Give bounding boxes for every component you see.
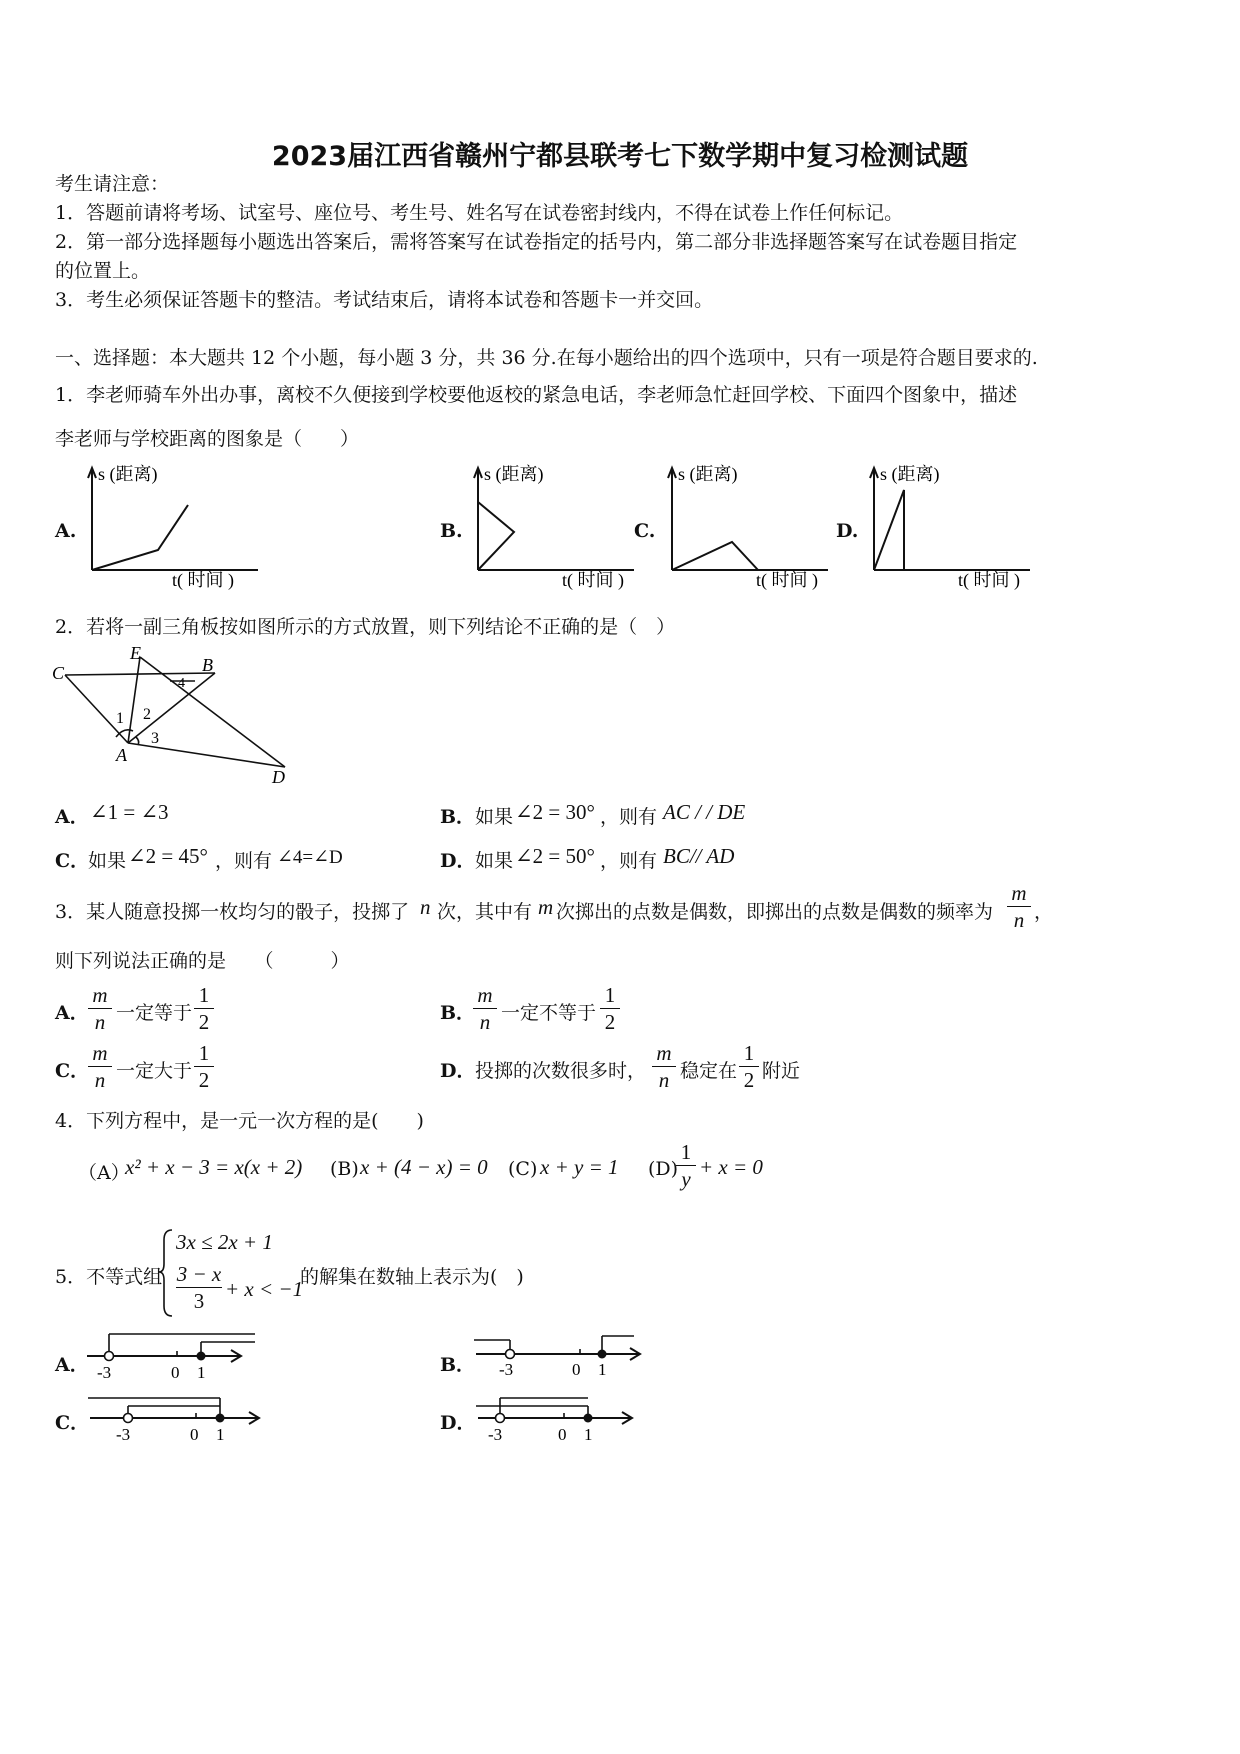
q3-option-c-text: 一定大于 [116,1060,193,1082]
q4-stem: 4．下列方程中，是一元一次方程的是( ) [55,1110,424,1132]
q4-option-d-rest: + x = 0 [699,1155,763,1179]
q5-frac-num: 3 − x [176,1262,222,1286]
q2-option-d-math2: BC// AD [663,844,735,868]
q5-inequality-2-frac [176,1263,222,1312]
q2-point-a: A [116,745,127,765]
q3-option-d-text1: 投掷的次数很多时， [475,1060,647,1082]
q3-option-d-label: D． [440,1060,476,1082]
q3-stem-part3: 次掷出的点数是偶数，即掷出的点数是偶数的频率为 [556,901,994,923]
q2-point-e: E [130,643,141,663]
q3-stem-comma: ， [1034,901,1054,923]
q3-option-b-mn [473,984,497,1033]
q3-option-d-text2: 稳定在 [680,1060,738,1082]
q3-a-m: m [92,983,108,1007]
q5d-tick-1: 1 [584,1425,593,1444]
q2-option-c-math: ∠2 = 45° [128,844,208,868]
q1-stem-line2: 李老师与学校距离的图象是（ ） [55,428,360,450]
q1a-ylabel: s (距离) [98,464,158,484]
q5c-tick-0: 0 [190,1425,199,1444]
q2-option-b-math2: AC / / DE [663,800,746,824]
q3-stem-part1: 3．某人随意投掷一枚均匀的骰子，投掷了 [55,901,410,923]
q2-option-b-label: B． [440,806,476,828]
q3-a-half-num: 1 [198,983,210,1007]
q3-c-n: n [94,1068,106,1092]
q5-option-c-label: C． [55,1412,90,1434]
q1a-xlabel: t( 时间 ) [172,570,234,590]
q2-option-b-text2: ，则有 [600,806,658,828]
q3-b-half-num: 1 [604,983,616,1007]
q4-option-a-label: （A） [78,1162,130,1184]
q5-option-a-label: A． [55,1354,89,1376]
q3-option-a-half [194,984,214,1033]
q5-option-d-label: D． [440,1412,476,1434]
q2-point-c: C [52,663,65,683]
q3-option-c-mn [88,1042,112,1091]
q2-stem: 2．若将一副三角板按如图所示的方式放置，则下列结论不正确的是（ ） [55,616,676,638]
q1-graph-c [660,460,840,595]
q2-option-d-math: ∠2 = 50° [515,844,595,868]
q1-stem-line1: 1．李老师骑车外出办事，离校不久便接到学校要他返校的紧急电话，李老师急忙赶回学校、下面四个图象中，描述 [55,384,1018,406]
q2-option-c-math2: ∠4=∠D [277,847,343,868]
q2-option-c-text1: 如果 [88,850,127,872]
q1-graph-d [862,460,1042,595]
q4-option-b-math: x + (4 − x) = 0 [360,1155,488,1179]
q3-b-half-den: 2 [604,1010,616,1034]
q4-option-d-frac [676,1141,696,1190]
q3-option-d-half [739,1042,759,1091]
q1b-xlabel: t( 时间 ) [562,570,624,590]
page-title: 2023届江西省赣州宁都县联考七下数学期中复习检测试题 [271,141,969,172]
q5a-tick-neg3: -3 [97,1363,112,1382]
q5-option-b-label: B． [440,1354,476,1376]
q3-stem-frac-den: n [1013,908,1025,932]
q1c-xlabel: t( 时间 ) [756,570,818,590]
q2-option-b-text1: 如果 [475,806,514,828]
q1b-ylabel: s (距离) [484,464,544,484]
q3-stem-frac-num: m [1011,881,1027,905]
q3-stem-line2: 则下列说法正确的是 （ ） [55,950,350,972]
q5-suffix: 的解集在数轴上表示为( ) [300,1266,524,1288]
q2-point-d: D [272,767,285,787]
q3-a-half-den: 2 [198,1010,210,1034]
q3-stem-fraction [1007,882,1031,931]
q3-option-c-label: C． [55,1060,90,1082]
q5b-tick-0: 0 [572,1360,581,1379]
q5-brace-icon [158,1226,178,1318]
q1c-ylabel: s (距离) [678,464,738,484]
q3-d-half-num: 1 [743,1041,755,1065]
q2-option-c-label: C． [55,850,90,872]
q5-number-line-a [85,1330,260,1385]
q3-option-a-text: 一定等于 [116,1002,193,1024]
q3-option-a-label: A． [55,1002,89,1024]
q4-option-c-label: (C) [508,1158,538,1180]
q3-b-m: m [477,983,493,1007]
q3-d-half-den: 2 [743,1068,755,1092]
q3-stem-part2: 次，其中有 [437,901,533,923]
q3-c-m: m [92,1041,108,1065]
notice-item-2: 2．第一部分选择题每小题选出答案后，需将答案写在试卷指定的括号内，第二部分非选择题答案写在试卷题目指定 [55,231,1018,253]
q2-option-b-math: ∠2 = 30° [515,800,595,824]
q3-option-b-half [600,984,620,1033]
q3-option-b-label: B． [440,1002,476,1024]
q5d-tick-neg3: -3 [488,1425,503,1444]
q3-d-m: m [656,1041,672,1065]
q2-angle-1: 1 [116,710,124,727]
q4-option-c-math: x + y = 1 [540,1155,619,1179]
q5c-tick-1: 1 [216,1425,225,1444]
q3-option-a-mn [88,984,112,1033]
q2-figure [50,645,300,790]
q3-a-n: n [94,1010,106,1034]
q5-inequality-1: 3x ≤ 2x + 1 [176,1230,273,1254]
notice-heading: 考生请注意： [55,173,170,195]
notice-item-1: 1．答题前请将考场、试室号、座位号、考生号、姓名写在试卷密封线内，不得在试卷上作任何标记。 [55,202,904,224]
q2-angle-2: 2 [143,706,151,723]
q4-option-b-label: (B) [330,1158,359,1180]
q1-graph-b [466,460,646,595]
q3-d-n: n [658,1068,670,1092]
q1-option-b-label: B. [440,520,463,542]
q5b-tick-1: 1 [598,1360,607,1379]
q2-option-a-label: A． [55,806,89,828]
q1-graph-a [80,460,260,595]
q3-option-c-half [194,1042,214,1091]
q1-option-c-label: C. [634,520,656,542]
q5a-tick-1: 1 [197,1363,206,1382]
notice-item-2-cont: 的位置上。 [55,260,151,282]
q5-prefix: 5．不等式组 [55,1266,163,1288]
section-heading: 一、选择题：本大题共 12 个小题，每小题 3 分，共 36 分.在每小题给出的四个选项中，只有一项是符合题目要求的. [55,347,1038,369]
q3-stem-n: n [420,895,431,919]
q4-d-num: 1 [680,1140,692,1164]
q3-option-b-text: 一定不等于 [501,1002,597,1024]
q3-stem-m: m [538,895,554,919]
q2-option-d-label: D． [440,850,476,872]
q5a-tick-0: 0 [171,1363,180,1382]
q2-angle-4: 4 [178,676,185,691]
q1-option-d-label: D. [836,520,859,542]
q5-frac-den: 3 [193,1289,205,1313]
q2-angle-3: 3 [151,730,159,747]
q2-point-b: B [202,655,213,675]
q2-option-d-text2: ，则有 [600,850,658,872]
q5-number-line-b [474,1330,649,1385]
q2-option-d-text1: 如果 [475,850,514,872]
q3-option-d-text3: 附近 [762,1060,801,1082]
q3-option-d-mn [652,1042,676,1091]
q2-option-a-math: ∠1 = ∠3 [90,800,169,824]
q5-number-line-d [476,1392,651,1447]
q5-number-line-c [88,1392,268,1447]
q3-b-n: n [479,1010,491,1034]
q3-c-half-den: 2 [198,1068,210,1092]
q5c-tick-neg3: -3 [116,1425,131,1444]
q5b-tick-neg3: -3 [499,1360,514,1379]
q3-c-half-num: 1 [198,1041,210,1065]
q4-d-den: y [681,1167,691,1191]
notice-item-3: 3．考生必须保证答题卡的整洁。考试结束后，请将本试卷和答题卡一并交回。 [55,289,714,311]
q1-option-a-label: A. [55,520,77,542]
q4-option-d-label: (D) [648,1158,679,1180]
q5-inequality-2-rest: + x < −1 [225,1277,304,1301]
q5d-tick-0: 0 [558,1425,567,1444]
q1d-xlabel: t( 时间 ) [958,570,1020,590]
q4-option-a-math: x² + x − 3 = x(x + 2) [125,1155,303,1179]
q2-option-c-text2: ，则有 [215,850,273,872]
q1d-ylabel: s (距离) [880,464,940,484]
